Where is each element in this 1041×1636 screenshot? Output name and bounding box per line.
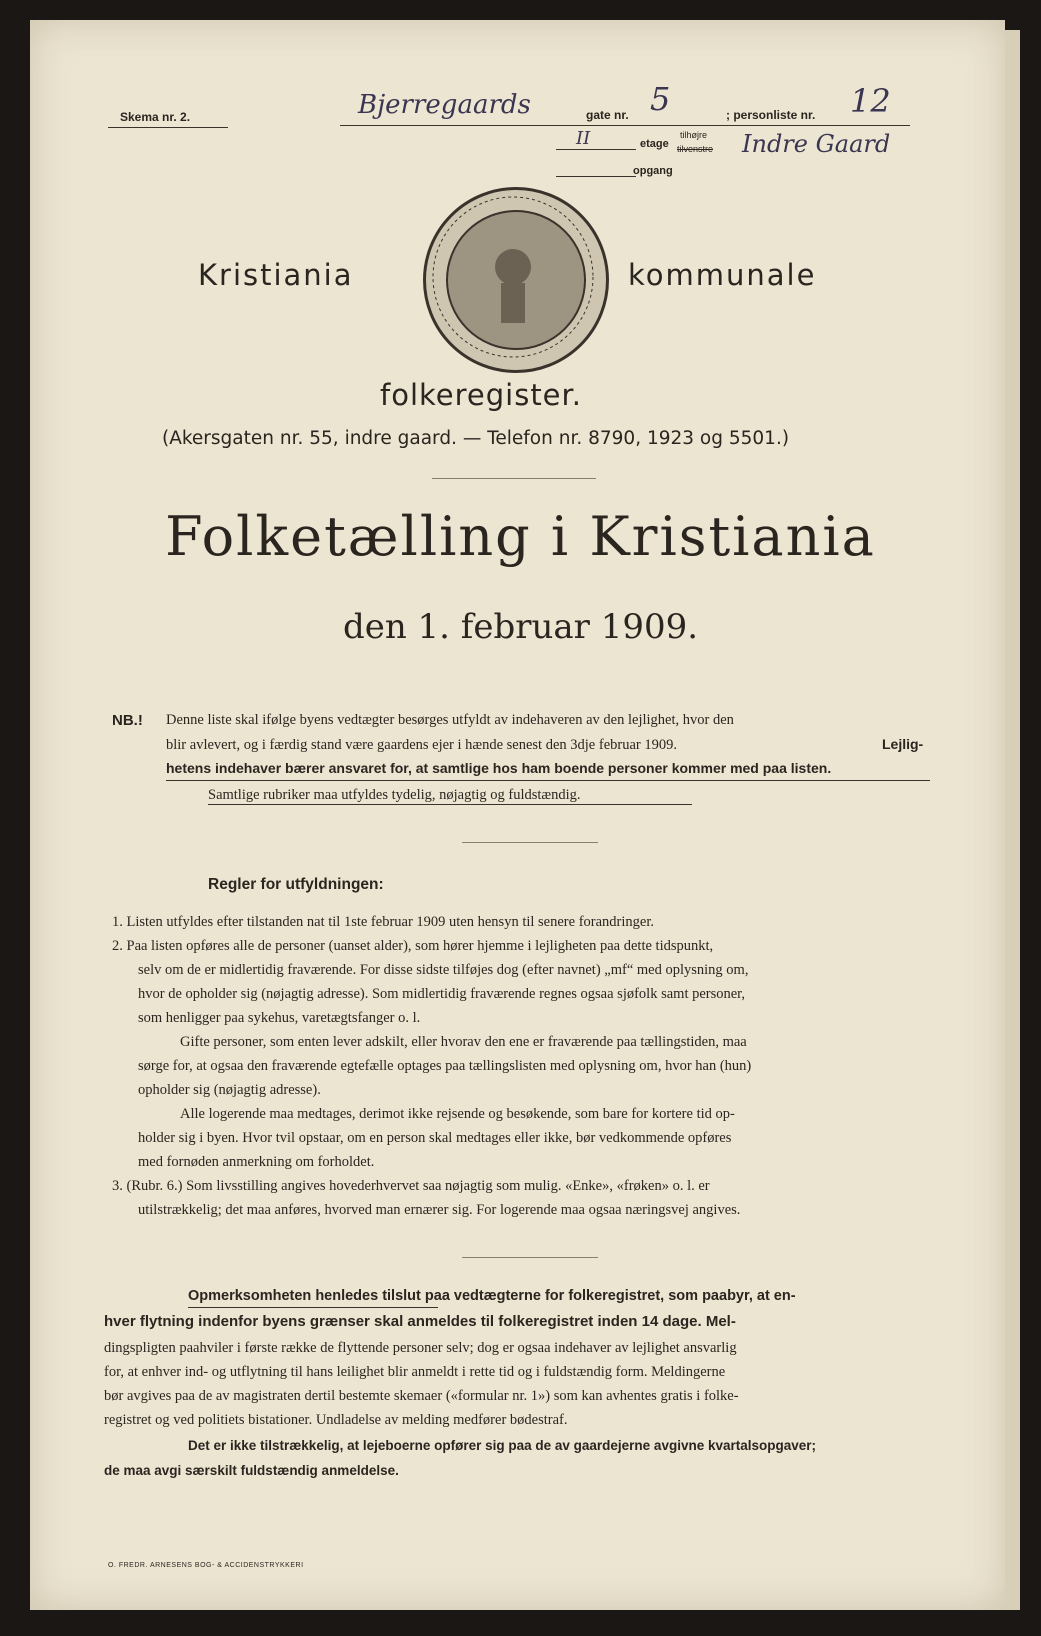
nb-line-3: hetens indehaver bærer ansvaret for, at samtlige hos ham boende personer kommer med paa listen.: [166, 760, 832, 776]
gate-number: 5: [650, 80, 671, 118]
personliste-number: 12: [850, 82, 891, 120]
nb-label: NB.!: [112, 712, 143, 729]
divider-3: [462, 1257, 598, 1258]
rule-line: utilstrækkelig; det maa anføres, hvorved man ernærer sig. For logerende maa ogsaa næringsvej angives.: [138, 1202, 741, 1218]
nb-line-4: Samtlige rubriker maa utfyldes tydelig, nøjagtig og fuldstændig.: [208, 787, 581, 803]
notice-line: for, at enhver ind- og utflytning til hans leilighet blir anmeldt i rette tid og i fuldstændig form. Meldingerne: [104, 1364, 726, 1380]
personliste-label: ; personliste nr.: [726, 108, 816, 122]
nb-line-1: Denne liste skal ifølge byens vedtægter besørges utfyldt av indehaveren av den lejlighet, hvor den: [166, 712, 734, 728]
rule-line: som henligger paa sykehus, varetægtsfanger o. l.: [138, 1010, 421, 1026]
side-right-label: tilhøjre: [680, 130, 708, 140]
rule-line: 1. Listen utfyldes efter tilstanden nat til 1ste februar 1909 uten hensyn til senere forandringer.: [112, 914, 654, 930]
masthead-right: kommunale: [628, 258, 817, 292]
notice-line: registret og ved politiets bistationer. Undladelse av melding medfører bødestraf.: [104, 1412, 568, 1428]
rule-line: 2. Paa listen opføres alle de personer (uanset alder), som hører hjemme i lejligheten paa dette tidspunkt,: [112, 938, 714, 954]
nb-line-2-bold: Lejlig-: [882, 736, 924, 752]
rule-line: Alle logerende maa medtages, derimot ikke rejsende og besøkende, som bare for kortere tid op-: [180, 1106, 735, 1122]
opgang-label: opgang: [633, 165, 673, 177]
printer-imprint: O. FREDR. ARNESENS BOG- & ACCIDENSTRYKKERI: [108, 1562, 304, 1569]
rule-line: med fornøden anmerkning om forholdet.: [138, 1154, 375, 1170]
divider-2: [462, 842, 598, 843]
gate-label: gate nr.: [586, 108, 629, 122]
etage-label: etage: [640, 138, 669, 150]
notice-line: hver flytning indenfor byens grænser skal anmeldes til folkeregistret inden 14 dage. Mel-: [104, 1313, 736, 1330]
kristiania-seal: [423, 187, 609, 373]
page-title: Folketælling i Kristiania: [165, 505, 876, 568]
skema-number: Skema nr. 2.: [120, 110, 191, 124]
floor-underline: [556, 149, 636, 150]
skema-underline: [108, 127, 228, 128]
rule-line: holder sig i byen. Hvor tvil opstaar, om en person skal medtages eller ikke, bør vedkommende opføres: [138, 1130, 732, 1146]
nb-underline: [166, 780, 930, 781]
notice-underline: [188, 1307, 438, 1308]
masthead-left: Kristiania: [198, 258, 354, 292]
rule-line: 3. (Rubr. 6.) Som livsstilling angives hovederhvervet saa nøjagtig som mulig. «Enke», «frøken» o. l. er: [112, 1178, 710, 1194]
notice-line: bør avgives paa de av magistraten dertil bestemte skemaer («formular nr. 1») som kan avhentes gratis i folke-: [104, 1388, 739, 1404]
rule-line: sørge for, at ogsaa den fraværende egtefælle optages paa tællingslisten med oplysning om, hvor han (hun): [138, 1058, 752, 1074]
rule-line: opholder sig (nøjagtig adresse).: [138, 1082, 321, 1098]
opgang-underline: [556, 176, 636, 177]
nb-underline-2: [208, 804, 692, 805]
nb-line-2: blir avlevert, og i færdig stand være gaardens ejer i hænde senest den 3dje februar 1909.: [166, 737, 677, 753]
registry-name: folkeregister.: [380, 378, 583, 412]
rule-line: hvor de opholder sig (nøjagtig adresse). Som midlertidig fraværende regnes ogsaa sjøfolk samt personer,: [138, 986, 746, 1002]
floor-number: II: [576, 128, 591, 149]
rule-line: Gifte personer, som enten lever adskilt, eller hvorav den ene er fraværende paa tællingstiden, maa: [180, 1034, 747, 1050]
notice-line: dingspligten paahviler i første række de flyttende personer selv; dog er ogsaa indehaver av lejlighet ansvarlig: [104, 1340, 737, 1356]
notice-line: Opmerksomheten henledes tilslut paa vedtægterne for folkeregistret, som paabyr, at en-: [188, 1288, 796, 1304]
registry-address: (Akersgaten nr. 55, indre gaard. — Telefon nr. 8790, 1923 og 5501.): [162, 428, 790, 449]
rule-line: selv om de er midlertidig fraværende. For disse sidste tilføjes dog (efter navnet) „mf“ med oplysning om,: [138, 962, 749, 978]
address-underline: [340, 125, 910, 126]
side-left-label: tilvenstre: [677, 144, 714, 154]
notice-line: Det er ikke tilstrækkelig, at lejeboerne opfører sig paa de av gaardejerne avgivne kvartalsopgaver;: [188, 1438, 817, 1453]
divider: [432, 478, 596, 479]
notice-line: de maa avgi særskilt fuldstændig anmeldelse.: [104, 1463, 399, 1478]
location-note: Indre Gaard: [742, 130, 891, 158]
seal-ring-icon: [423, 187, 603, 367]
street-name: Bjerregaards: [358, 90, 531, 120]
census-date: den 1. februar 1909.: [342, 607, 699, 647]
rules-heading: Regler for utfyldningen:: [208, 876, 384, 893]
